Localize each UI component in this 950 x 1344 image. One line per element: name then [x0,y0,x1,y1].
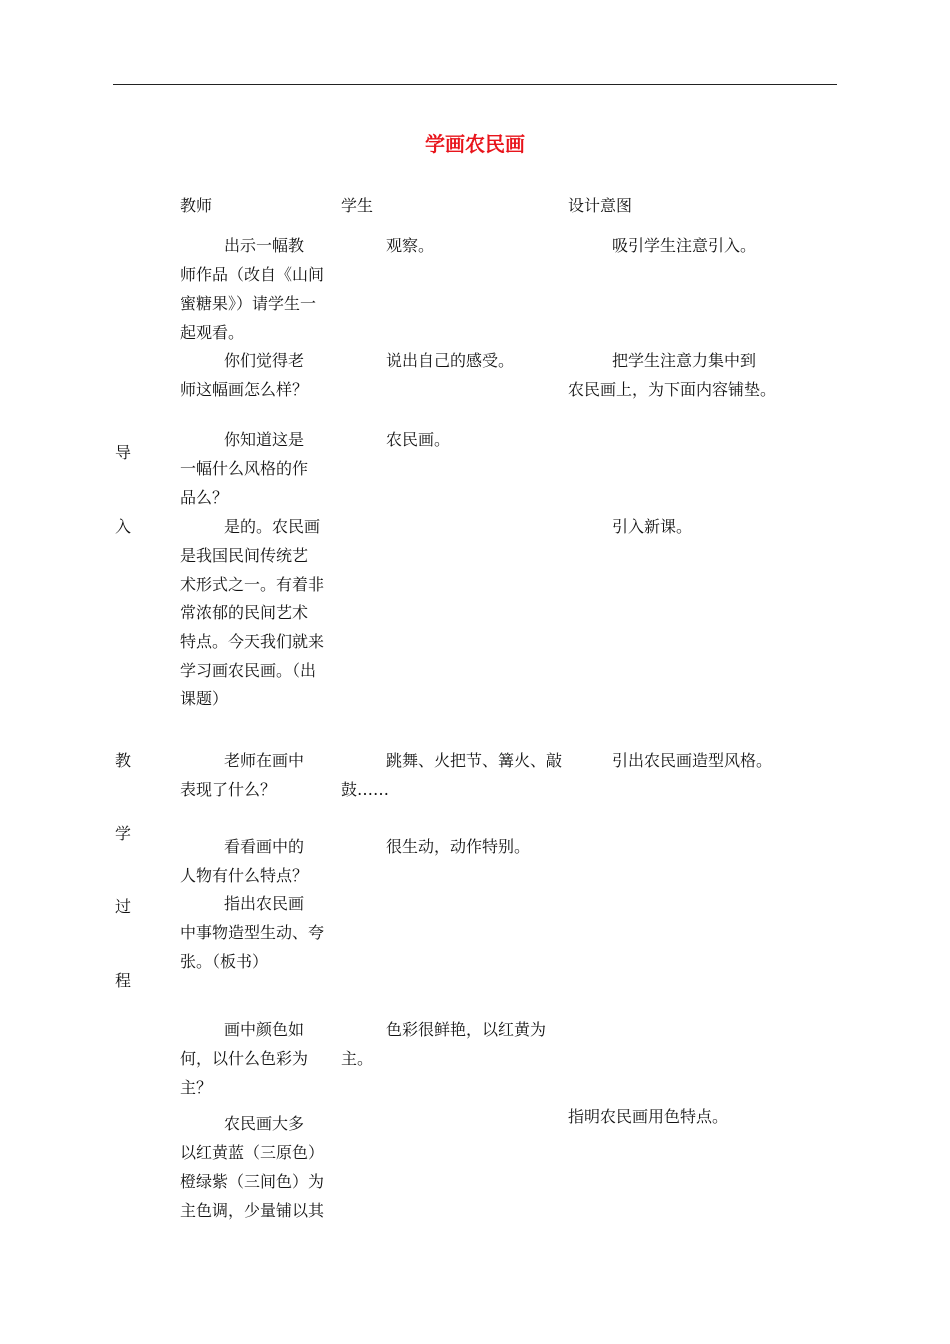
teacher-text-line: 农民画大多 [224,1114,305,1133]
section-label-process: 教 [115,751,132,770]
student-text-line: 主。 [341,1049,374,1068]
teacher-text-line: 指出农民画 [224,894,305,913]
teacher-text-line: 起观看。 [180,323,245,342]
intent-text-line: 引入新课。 [612,517,693,536]
teacher-text-line: 表现了什么？ [180,780,277,799]
section-label-intro: 导 [115,443,132,462]
column-header-intent: 设计意图 [568,196,633,215]
header-rule [113,84,837,85]
page-title: 学画农民画 [425,132,525,156]
teacher-text-line: 以红黄蓝（三原色） [180,1143,325,1162]
intent-text-line: 指明农民画用色特点。 [568,1107,729,1126]
section-label-process: 程 [115,971,132,990]
student-text-line: 农民画。 [386,430,451,449]
intent-text-line: 引出农民画造型风格。 [612,751,773,770]
teacher-text-line: 特点。今天我们就来 [180,632,325,651]
intent-text-line: 吸引学生注意引入。 [612,236,757,255]
teacher-text-line: 一幅什么风格的作 [180,459,309,478]
teacher-text-line: 品么？ [180,488,229,507]
student-text-line: 鼓…… [341,780,390,799]
teacher-text-line: 看看画中的 [224,837,305,856]
teacher-text-line: 师作品（改自《山间 [180,265,325,284]
teacher-text-line: 主色调，少量铺以其 [180,1201,325,1220]
teacher-text-line: 老师在画中 [224,751,305,770]
student-text-line: 跳舞、火把节、篝火、敲 [386,751,563,770]
teacher-text-line: 常浓郁的民间艺术 [180,603,309,622]
teacher-text-line: 何，以什么色彩为 [180,1049,309,1068]
student-text-line: 观察。 [386,236,435,255]
intent-text-line: 农民画上，为下面内容铺垫。 [568,380,777,399]
teacher-text-line: 师这幅画怎么样？ [180,380,309,399]
teacher-text-line: 你们觉得老 [224,351,305,370]
teacher-text-line: 是我国民间传统艺 [180,546,309,565]
student-text-line: 色彩很鲜艳，以红黄为 [386,1020,547,1039]
teacher-text-line: 画中颜色如 [224,1020,305,1039]
teacher-text-line: 橙绿紫（三间色）为 [180,1172,325,1191]
teacher-text-line: 张。（板书） [180,952,269,971]
teacher-text-line: 人物有什么特点？ [180,866,309,885]
teacher-text-line: 术形式之一。有着非 [180,575,325,594]
teacher-text-line: 蜜糖果》）请学生一 [180,294,317,313]
teacher-text-line: 主？ [180,1078,213,1097]
section-label-process: 学 [115,824,132,843]
teacher-text-line: 出示一幅教 [224,236,305,255]
student-text-line: 说出自己的感受。 [386,351,515,370]
student-text-line: 很生动，动作特别。 [386,837,531,856]
column-header-teacher: 教师 [180,196,213,215]
column-header-student: 学生 [341,196,374,215]
teacher-text-line: 是的。农民画 [224,517,321,536]
teacher-text-line: 学习画农民画。（出 [180,661,317,680]
intent-text-line: 把学生注意力集中到 [612,351,757,370]
teacher-text-line: 课题） [180,689,229,708]
teacher-text-line: 你知道这是 [224,430,305,449]
section-label-intro: 入 [115,517,132,536]
teacher-text-line: 中事物造型生动、夸 [180,923,325,942]
section-label-process: 过 [115,897,132,916]
